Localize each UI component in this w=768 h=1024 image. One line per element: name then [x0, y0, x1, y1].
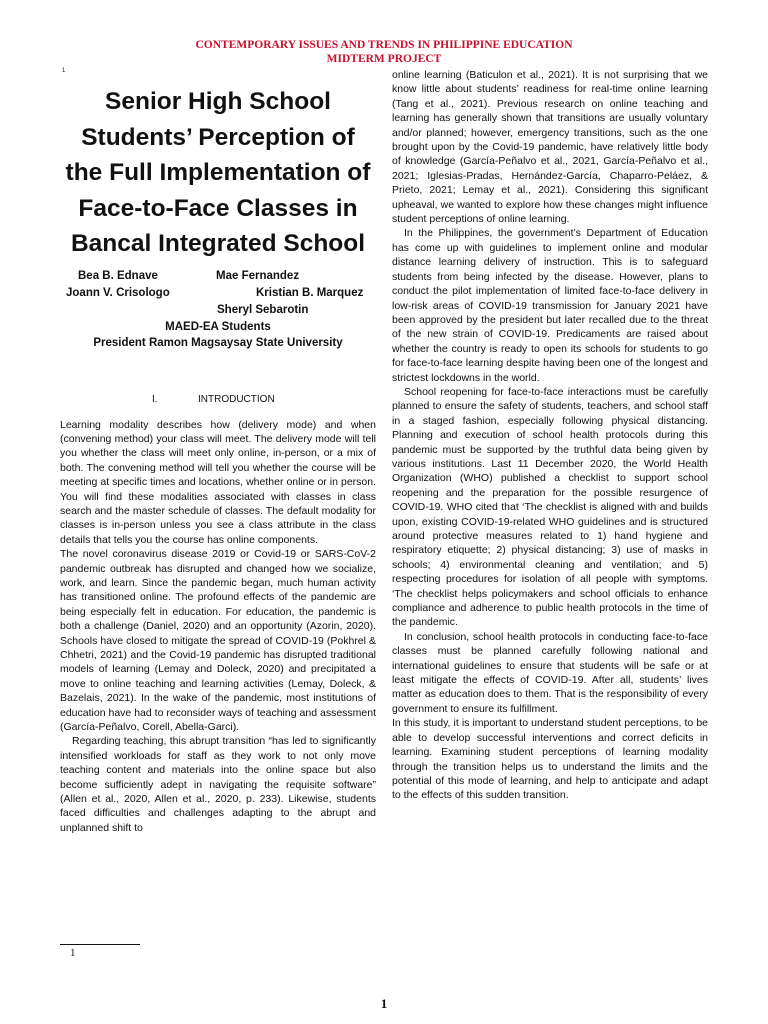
footnote-marker: 1: [62, 68, 66, 74]
section-number: I.: [152, 393, 158, 405]
author-name: Kristian B. Marquez: [256, 286, 364, 299]
paragraph: Learning modality describes how (delivery mode) and when (convening method) your class will meet. The delivery mode will tell you whether the class will meet only online, in-person, or a mix of both. The convening method will tell you whether the course will be meeting at specific times and locations, whether online or in person. You will find these modalities associated with classes in class search and the master schedule of classes. The default modality for classes is in-person unless you see a class attribute in the class details that tells you the course has online components.: [60, 418, 376, 546]
header-course-title: CONTEMPORARY ISSUES AND TRENDS IN PHILIPPINE EDUCATION: [195, 39, 573, 51]
author-name: Mae Fernandez: [216, 269, 300, 282]
footnote: 1: [70, 947, 76, 959]
paragraph: The novel coronavirus disease 2019 or Covid-19 or SARS-CoV-2 pandemic outbreak has disrupted and changed how we socialize, work, and learn. Since the pandemic began, much human activity has transitioned online. The profound effects of the pandemic are being especially felt in education. For education, the pandemic is both a challenge (Daniel, 2020) and an opportunity (Azorin, 2020). Schools have closed to mitigate the spread of COVID-19 (Pokhrel & Chhetri, 2021) and the Covid-19 pandemic has disrupted traditional models of learning (Lemay and Doleck, 2020) and precipitated a move to online teaching and learning activities (Lemay, Doleck, & Bazelais, 2021). In the wake of the pandemic, most institutions of education have had to reconsider ways of teaching and assessment (García-Peñalvo, Corell, Abella-Garci).: [60, 548, 376, 734]
paragraph: online learning (Baticulon et al., 2021). It is not surprising that we know little about students’ readiness for real-time online learning (Tang et al., 2021). Previous research on online teaching and learning has generally shown that transitions are usually voluntary and/or planned; however, emergency transitions, such as the one brought upon by the Covid-19 pandemic, have relatively little body of knowledge (García-Peñalvo et al., 2021, García-Peñalvo et al., 2021; Iglesias-Pradas, Hernández-García, Chaparro-Peláez, & Prieto, 2021; Lemay et al., 2021). Considering this significant upheaval, we wanted to explore how these changes might influence student perceptions of online learning.: [392, 69, 708, 226]
paragraph: In the Philippines, the government’s Department of Education has come up with guidelines to implement online and modular distance learning delivery of instruction. This is to safeguard students from being infected by the disease. However, plans to conduct the pilot implementation of limited face-to-face delivery in low-risk areas of COVID-19 transmission for January 2021 have been approved by the president but later recalled due to the threat of the new strain of COVID-19. Predicaments are raised about whether the country is ready to open its schools for students to go for face-to-face learning despite having been one of the longest and strictest lockdowns in the world.: [392, 227, 708, 384]
author-name: Joann V. Crisologo: [66, 286, 170, 299]
section-heading: [60, 394, 376, 410]
header-project-label: MIDTERM PROJECT: [326, 53, 442, 65]
section-title: INTRODUCTION: [198, 393, 275, 405]
paragraph: In conclusion, school health protocols in conducting face-to-face classes must be planned carefully following national and international guidelines to ensure that students will be safe or at least mitigate the effects of COVID-19. After all, students’ lives matter as education does to them. That is the responsibility of every government to ensure its fulfillment.: [392, 630, 708, 715]
paragraph: In this study, it is important to understand student perceptions, to be able to develop successful interventions and correct deficits in learning. Examining student perceptions of learning modality through the transition helps us to understand the limits and the potential of this mode of learning, and help to anticipate and adapt to the effects of this sudden transition.: [392, 717, 708, 802]
paragraph: Regarding teaching, this abrupt transition “has led to significantly intensified workloads for staff as they work to not only move teaching content and materials into the online space but also become sufficiently adept in navigating the requisite software” (Allen et al., 2020, Allen et al., 2020, p. 233). Likewise, students faced difficulties and challenges adapting to the abrupt and unplanned shift to: [60, 735, 376, 834]
left-column: [60, 84, 376, 835]
author-block: [60, 266, 376, 350]
paragraph: School reopening for face-to-face interactions must be carefully planned to ensure the safety of students, teachers, and school staff in a staged fashion, especially following physical distancing. Planning and execution of school health protocols during this pandemic must be supported by the truthful data being given by various institutions. Last 11 December 2020, the World Health Organization (WHO) published a checklist to support school reopening and the preparation for the possible resurgence of COVID-19. WHO cited that ‘The checklist is aligned with and builds upon, existing COVID-19-related WHO guidelines and is structured around protective measures related to 1) hand hygiene and respiratory etiquette; 2) physical distancing; 3) use of masks in schools; 4) environmental cleaning and ventilation; and 5) respecting procedures for isolation of all people with symptoms. ‘The checklist helps policymakers and school officials to enhance compliance and adherence to public health protocols in the time of the pandemic.: [392, 385, 708, 629]
affiliation-university: President Ramon Magsaysay State University: [93, 336, 343, 349]
author-name: Bea B. Ednave: [78, 269, 158, 282]
affiliation-role: MAED-EA Students: [165, 320, 271, 333]
running-header: [0, 38, 768, 66]
right-column: [392, 68, 708, 803]
author-name: Sheryl Sebarotin: [217, 303, 309, 316]
footnote-divider: [60, 944, 140, 945]
paper-title: Senior High School Students’ Perception of the Full Implementation of Face-to-Face Classes in Bancal Integrated School: [65, 88, 371, 257]
left-body-text: [60, 418, 376, 836]
page-number: 1: [380, 996, 388, 1011]
